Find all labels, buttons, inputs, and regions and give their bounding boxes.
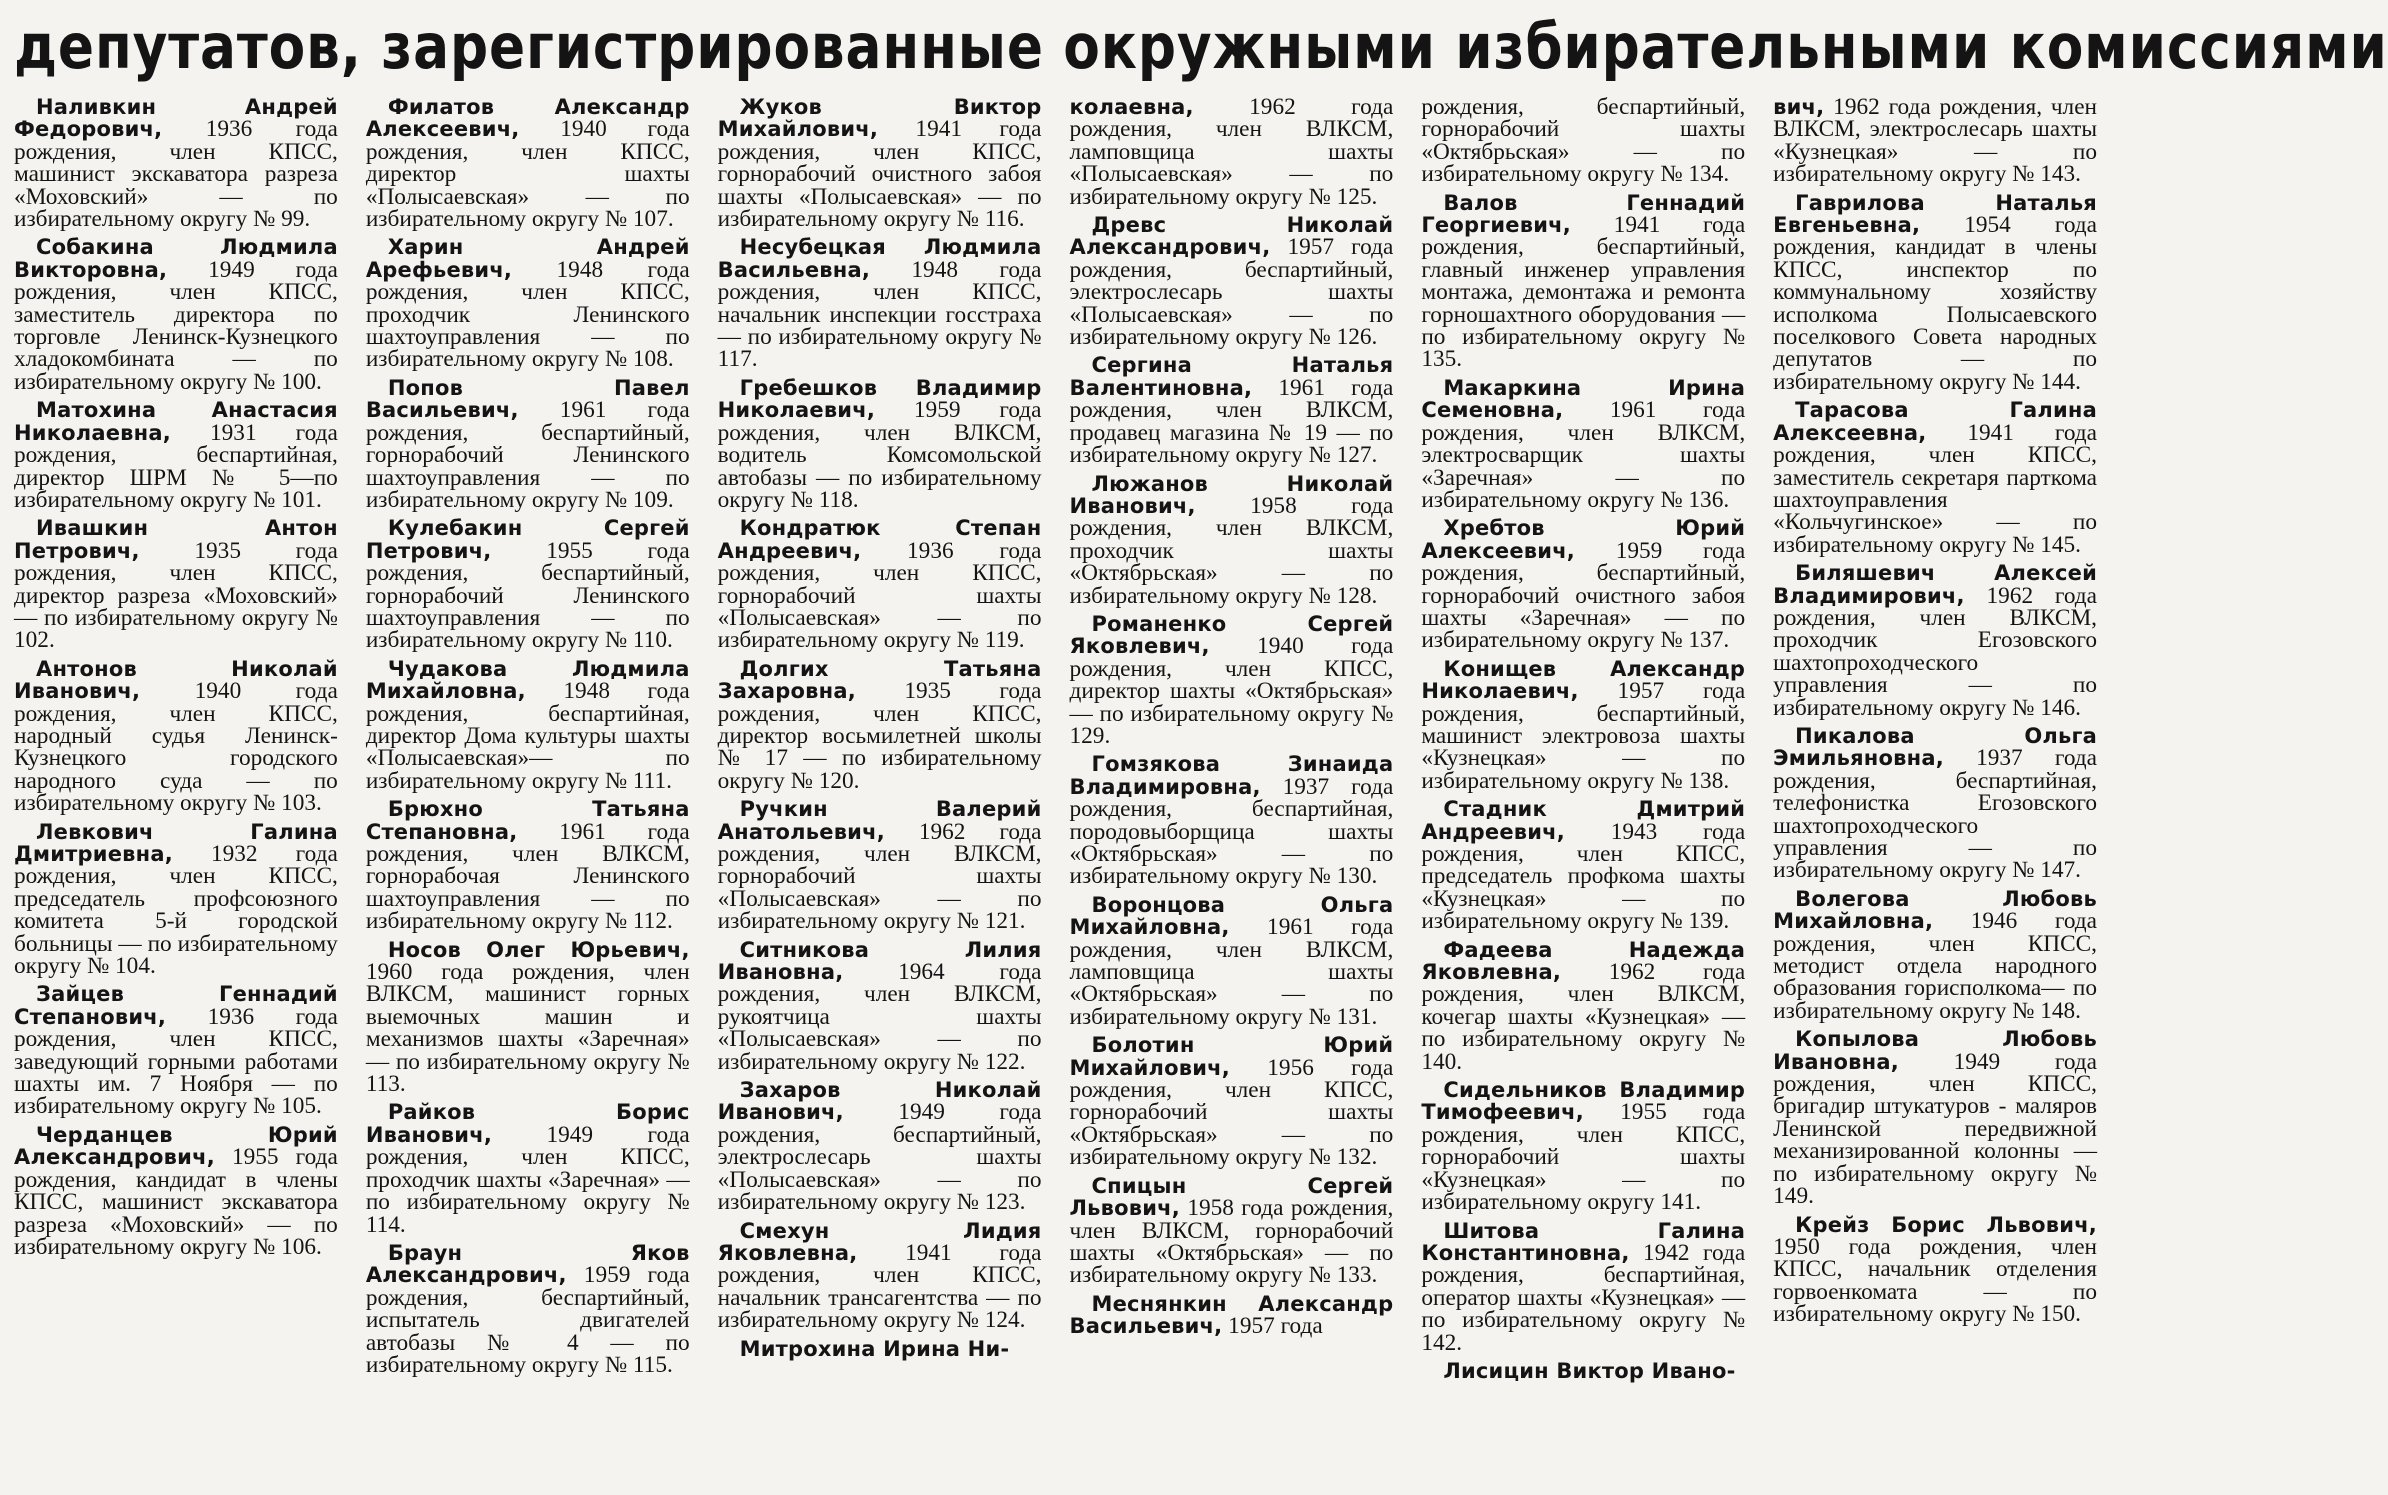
candidate-entry [1421, 1360, 1745, 1382]
candidate-entry [366, 1242, 690, 1376]
candidate-name: Черданцев Юрий Александрович, [14, 1122, 338, 1170]
candidate-details: 1955 года рождения, член КПСС, горнорабочий шахты «Кузнецкая» — по избирательному округу 141. [1421, 1099, 1746, 1216]
candidate-name: Ивашкин Антон Петрович, [14, 516, 338, 563]
candidate-name: Биляшевич Алексей Владимирович, [1773, 561, 2097, 608]
candidate-details: 1959 года рождения, член ВЛКСМ, водитель Комсомольской автобазы — по избирательному округу № 118. [717, 397, 1042, 513]
candidate-details: 1958 года рождения, член ВЛКСМ, горнорабочий шахты «Октябрьская» — по избирательному округу № 133. [1069, 1195, 1394, 1289]
candidate-name: Браун Яков Александрович, [365, 1240, 690, 1288]
candidate-name: Фадеева Надежда Яковлевна, [1421, 937, 1746, 985]
candidate-name: Райков Борис Иванович, [365, 1100, 690, 1147]
candidate-name: Гаврилова Наталья Евгеньевна, [1773, 190, 2097, 238]
candidate-entry [1069, 752, 1394, 890]
candidate-entry [718, 1338, 1042, 1360]
candidate-details: 1949 года рождения, беспартийный, электрослесарь шахты «Полысаевская» — по избирательному округу № 123. [717, 1099, 1042, 1216]
candidate-entry [1421, 96, 1745, 186]
column-5 [1421, 96, 1745, 1495]
candidate-details: 1940 года рождения, член КПСС, народный судья Ленинск-Кузнецкого городского народного суда — по избирательному округу № 103. [14, 678, 338, 817]
candidate-name: Брюхно Татьяна Степановна, [365, 797, 690, 844]
candidate-name: Сергина Наталья Валентиновна, [1069, 353, 1394, 400]
candidate-details: 1941 года рождения, член КПСС, горнорабочий очистного забоя шахты «Полысаевская» — по избирательному округу № 116. [717, 116, 1042, 233]
candidate-name: Митрохина Ирина Ни- [739, 1336, 1010, 1361]
candidate-name: колаевна, [1069, 95, 1194, 119]
candidate-entry [366, 377, 690, 511]
candidate-details: 1956 года рождения, член КПСС, горнорабочий шахты «Октябрьская» — по избирательному округу № 132. [1069, 1054, 1394, 1171]
candidate-details: 1957 года рождения, беспартийный, машинист электровоза шахты «Кузнецкая» — по избирательному округу № 138. [1421, 678, 1746, 794]
column-4 [1070, 96, 1394, 1495]
candidate-entry [14, 399, 338, 511]
candidate-name: Сидельников Владимир Тимофеевич, [1421, 1078, 1746, 1125]
candidate-entry [1421, 1078, 1746, 1216]
candidate-name: Романенко Сергей Яковлевич, [1069, 611, 1394, 659]
candidate-entry [14, 236, 338, 393]
candidate-details: 1936 года рождения, член КПСС, горнорабочий шахты «Полысаевская» — по избирательному округу № 119. [717, 537, 1042, 654]
candidate-name: Ситникова Лилия Ивановна, [717, 937, 1042, 985]
candidate-entry [717, 235, 1042, 373]
candidate-details: 1935 года рождения, член КПСС, директор разреза «Моховский» — по избирательному округу № 102. [14, 537, 338, 654]
column-6 [1773, 96, 2097, 1495]
candidate-entry [717, 516, 1042, 654]
candidate-details: 1937 года рождения, беспартийная, телефонистка Егозовского шахтопроходческого управления — по избирательному округу № 147. [1773, 745, 2097, 884]
candidate-name: Волегова Любовь Михайловна, [1773, 886, 2097, 934]
candidate-details: 1946 года рождения, член КПСС, методист отдела народного образования горисполкома— по избирательному округу № 148. [1773, 908, 2097, 1024]
candidate-details: 1955 года рождения, кандидат в члены КПСС, машинист экскаватора разреза «Моховский» — по избирательному округу № 106. [14, 1144, 338, 1260]
column-3 [718, 96, 1042, 1495]
candidate-name: Гомзякова Зинаида Владимировна, [1069, 752, 1394, 799]
candidate-entry [1070, 473, 1394, 607]
candidate-name: Хребтов Юрий Алексеевич, [1421, 516, 1746, 563]
candidate-entry [14, 658, 338, 815]
candidate-name: Несубецкая Людмила Васильевна, [717, 235, 1042, 282]
candidate-entry [718, 939, 1042, 1073]
candidate-details: 1959 года рождения, беспартийный, горнорабочий очистного забоя шахты «Заречная» — по избирательному округу № 137. [1421, 537, 1746, 654]
candidate-details: 1943 года рождения, член КПСС, председатель профкома шахты «Кузнецкая» — по избирательному округу № 139. [1421, 818, 1746, 935]
candidate-details: 1962 года рождения, член ВЛКСМ, ламповщица шахты «Полысаевская» — по избирательному округу № 125. [1069, 94, 1394, 210]
candidate-details: 1961 года рождения, беспартийный, горнорабочий Ленинского шахтоуправления — по избирательному округу № 109. [365, 397, 690, 513]
candidate-details: 1958 года рождения, член ВЛКСМ, проходчик шахты «Октябрьская» — по избирательному округу № 128. [1069, 492, 1394, 609]
candidate-entry [1070, 1293, 1394, 1338]
column-1 [14, 96, 338, 1495]
candidate-details: 1954 года рождения, кандидат в члены КПСС, инспектор по коммунальному хозяйству исполкома Полысаевского поселкового Совета народных депутатов — по избирательному округу № 144. [1773, 212, 2097, 395]
candidate-entry [718, 377, 1042, 511]
column-2 [366, 96, 690, 1495]
candidate-name: Меснянкин Александр Васильевич, [1069, 1291, 1394, 1339]
candidate-entry [1069, 1033, 1394, 1171]
candidate-name: Стадник Дмитрий Андреевич, [1421, 797, 1746, 844]
candidate-entry [14, 1124, 338, 1258]
candidate-name: Матохина Анастасия Николаевна, [14, 398, 338, 445]
candidate-details: 1964 года рождения, член ВЛКСМ, рукоятчица шахты «Полысаевская» — по избирательному округу № 122. [717, 959, 1042, 1075]
candidate-name: Валов Геннадий Георгиевич, [1421, 190, 1746, 238]
candidate-entry [1773, 725, 2097, 882]
candidate-name: Макаркина Ирина Семеновна, [1421, 375, 1746, 423]
candidate-entry [1773, 399, 2097, 556]
candidate-details: 1940 года рождения, член КПСС, директор шахты «Полысаевская» — по избирательному округу № 107. [365, 116, 690, 233]
candidate-entry [1069, 213, 1394, 351]
candidate-entry [717, 1078, 1042, 1216]
candidate-entry [718, 1220, 1042, 1332]
candidate-details: 1942 года рождения, беспартийная, оператор шахты «Кузнецкая» — по избирательному округу № 142. [1421, 1239, 1746, 1356]
candidate-details: 1962 года рождения, член ВЛКСМ, горнорабочий шахты «Полысаевская» — по избирательному округу № 121. [717, 818, 1042, 935]
candidate-columns [14, 96, 2097, 1495]
candidate-entry [365, 797, 690, 935]
candidate-entry [1773, 562, 2097, 719]
candidate-name: Лисицин Виктор Ивано- [1443, 1358, 1736, 1383]
candidate-entry [1773, 192, 2097, 394]
candidate-details: 1961 года рождения, член ВЛКСМ, ламповщица шахты «Октябрьская» — по избирательному округу № 131. [1069, 914, 1394, 1030]
candidate-details: 1940 года рождения, член КПСС, директор шахты «Октябрьская» — по избирательному округу № 129. [1069, 633, 1394, 749]
candidate-details: рождения, беспартийный, горнорабочий шахты «Октябрьская» — по избирательному округу № 134. [1421, 94, 1746, 188]
candidate-name: Попов Павел Васильевич, [365, 375, 690, 423]
candidate-details: 1959 года рождения, беспартийный, испытатель двигателей автобазы № 4 — по избирательному округу № 115. [365, 1262, 690, 1378]
candidate-name: Кулебакин Сергей Петрович, [365, 516, 690, 563]
candidate-name: Воронцова Ольга Михайловна, [1069, 892, 1394, 940]
candidate-entry [1070, 894, 1394, 1028]
candidate-entry [1773, 1027, 2097, 1210]
candidate-entry [718, 658, 1042, 792]
candidate-entry [1773, 888, 2097, 1022]
candidate-details: 1937 года рождения, беспартийная, породовыборщица шахты «Октябрьская» — по избирательному округу № 130. [1069, 773, 1394, 890]
headline: депутатов, зарегистрированные окружными избирательными комиссиями [14, 10, 2388, 83]
candidate-name: Собакина Людмила Викторовна, [14, 235, 338, 282]
candidate-details: 1941 года рождения, член КПСС, заместитель секретаря парткома шахтоуправления «Кольчугинское» — по избирательному округу № 145. [1773, 419, 2097, 558]
candidate-entry [14, 516, 338, 654]
candidate-details: 1941 года рождения, беспартийный, главный инженер управления монтажа, демонтажа и ремонта горношахтного оборудования — по избирательному округу № 135. [1421, 212, 1746, 373]
candidate-name: вич, [1773, 95, 1825, 119]
candidate-details: 1949 года рождения, член КПСС, проходчик шахты «Заречная» — по избирательному округу № 114. [365, 1121, 690, 1238]
candidate-name: Антонов Николай Иванович, [14, 656, 338, 704]
candidate-details: 1948 года рождения, член КПСС, проходчик Ленинского шахтоуправления — по избирательному округу № 108. [365, 256, 690, 373]
candidate-name: Древс Николай Александрович, [1069, 213, 1394, 260]
candidate-entry [1421, 939, 1745, 1073]
candidate-details: 1955 года рождения, беспартийный, горнорабочий Ленинского шахтоуправления — по избирательному округу № 110. [365, 537, 690, 654]
candidate-name: Крейз Борис Львович, [1795, 1212, 2097, 1237]
candidate-entry [365, 516, 690, 654]
candidate-details: 1962 года рождения, член ВЛКСМ, проходчик Егозовского шахтопроходческого управления — по избирательному округу № 146. [1773, 582, 2097, 721]
candidate-name: Шитова Галина Константиновна, [1421, 1218, 1746, 1265]
candidate-details: 1948 года рождения, член КПСС, начальник инспекции госстраха — по избирательному округу № 117. [717, 256, 1042, 373]
candidate-details: 1949 года рождения, член КПСС, бригадир штукатуров - маляров Ленинской передвижной механизированной колонны — по избирательному округу № 149. [1773, 1048, 2097, 1210]
candidate-name: Пикалова Ольга Эмильяновна, [1773, 723, 2097, 771]
candidate-name: Тарасова Галина Алексеевна, [1773, 398, 2097, 445]
candidate-entry [1773, 1214, 2097, 1326]
candidate-name: Конищев Александр Николаевич, [1421, 656, 1746, 704]
candidate-details: 1948 года рождения, беспартийная, директор Дома культуры шахты «Полысаевская»— по избирательному округу № 111. [365, 678, 690, 794]
candidate-details: 1936 года рождения, член КПСС, машинист экскаватора разреза «Моховский» — по избирательному округу № 99. [14, 116, 338, 233]
candidate-name: Наливкин Андрей Федорович, [14, 95, 338, 142]
candidate-entry [1773, 96, 2097, 186]
candidate-details: 1961 года рождения, член ВЛКСМ, горнорабочая Ленинского шахтоуправления — по избирательному округу № 112. [365, 818, 690, 935]
candidate-entry [366, 939, 690, 1096]
candidate-entry [14, 982, 338, 1120]
candidate-name: Харин Андрей Арефьевич, [365, 235, 690, 282]
candidate-entry [1421, 797, 1746, 935]
candidate-entry [717, 95, 1042, 233]
candidate-entry [365, 1100, 690, 1238]
candidate-name: Спицын Сергей Львович, [1069, 1173, 1394, 1221]
candidate-name: Левкович Галина Дмитриевна, [14, 819, 338, 866]
candidate-details: 1957 года [1222, 1313, 1323, 1340]
candidate-details: 1960 года рождения, член ВЛКСМ, машинист горных выемочных машин и механизмов шахты «Заречная» — по избирательному округу № 113. [365, 959, 690, 1098]
candidate-name: Филатов Александр Алексеевич, [365, 95, 690, 142]
candidate-entry [1421, 516, 1746, 654]
candidate-entry [365, 235, 690, 373]
candidate-details: 1932 года рождения, член КПСС, председатель профсоюзного комитета 5-й городской больницы — по избирательному округу № 104. [14, 841, 338, 980]
candidate-name: Смехун Лидия Яковлевна, [717, 1218, 1042, 1265]
candidate-name: Люжанов Николай Иванович, [1069, 471, 1394, 518]
candidate-name: Захаров Николай Иванович, [717, 1078, 1042, 1125]
candidate-entry [14, 821, 338, 978]
candidate-name: Кондратюк Степан Андреевич, [717, 516, 1042, 563]
candidate-entry [1421, 377, 1745, 511]
candidate-details: 1962 года рождения, член ВЛКСМ, кочегар шахты «Кузнецкая» — по избирательному округу № 140. [1421, 959, 1746, 1075]
candidate-entry [1421, 192, 1745, 371]
candidate-entry [1421, 1220, 1745, 1354]
candidate-details: 1935 года рождения, член КПСС, директор восьмилетней школы № 17 — по избирательному округу № 120. [717, 678, 1042, 794]
candidate-name: Гребешков Владимир Николаевич, [717, 375, 1042, 423]
candidate-entry [1421, 658, 1745, 792]
candidate-name: Чудакова Людмила Михайловна, [365, 656, 690, 704]
candidate-details: 1957 года рождения, беспартийный, электрослесарь шахты «Полысаевская» — по избирательному округу № 126. [1069, 234, 1394, 351]
candidate-entry [1070, 613, 1394, 747]
candidate-details: 1961 года рождения, член ВЛКСМ, электросварщик шахты «Заречная» — по избирательному округу № 136. [1421, 397, 1746, 513]
candidate-details: 1949 года рождения, член КПСС, заместитель директора по торговле Ленинск-Кузнецкого хладокомбината — по избирательному округу № 100. [14, 256, 338, 395]
candidate-details: 1950 года рождения, член КПСС, начальник отделения горвоенкомата — по избирательному округу № 150. [1773, 1233, 2097, 1328]
candidate-entry [14, 95, 338, 233]
candidate-name: Ручкин Валерий Анатольевич, [717, 797, 1042, 844]
candidate-entry [1069, 353, 1394, 469]
candidate-entry [717, 797, 1042, 935]
candidate-name: Зайцев Геннадий Степанович, [14, 982, 338, 1029]
candidate-details: 1962 года рождения, член ВЛКСМ, электрослесарь шахты «Кузнецкая» — по избирательному округу № 143. [1773, 94, 2097, 188]
candidate-entry [366, 658, 690, 792]
candidate-name: Болотин Юрий Михайлович, [1069, 1033, 1394, 1080]
candidate-entry [1070, 1175, 1394, 1287]
candidate-details: 1931 года рождения, беспартийная, директор ШРМ № 5—по избирательному округу № 101. [14, 419, 338, 513]
candidate-details: 1961 года рождения, член ВЛКСМ, продавец магазина № 19 — по избирательному округу № 127. [1069, 374, 1394, 469]
candidate-entry [365, 95, 690, 233]
candidate-name: Копылова Любовь Ивановна, [1773, 1027, 2097, 1074]
candidate-details: 1936 года рождения, член КПСС, заведующий горными работами шахты им. 7 Ноября — по избирательному округу № 105. [14, 1003, 338, 1120]
candidate-name: Жуков Виктор Михайлович, [717, 95, 1042, 142]
candidate-details: 1941 года рождения, член КПСС, начальник трансагентства — по избирательному округу № 124. [717, 1239, 1042, 1334]
candidate-name: Носов Олег Юрьевич, [387, 937, 690, 962]
candidate-name: Долгих Татьяна Захаровна, [717, 656, 1042, 704]
candidate-entry [1070, 96, 1394, 208]
